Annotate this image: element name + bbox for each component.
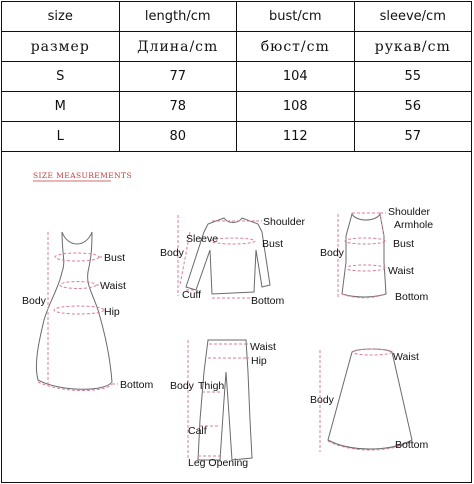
- ru-header-bust: бюст/cm: [237, 32, 355, 62]
- cell-size: M: [2, 92, 120, 122]
- tank-bust-label: Bust: [393, 238, 415, 250]
- cell-bust: 104: [237, 62, 355, 92]
- skirt-body-label: Body: [310, 394, 334, 406]
- cell-size: S: [2, 62, 120, 92]
- cell-sleeve: 55: [354, 62, 472, 92]
- cell-length: 80: [119, 122, 237, 152]
- skirt-waist-line: [352, 349, 392, 355]
- shirt-cuff-label: Cuff: [182, 289, 202, 301]
- dress-waist-line: [60, 282, 96, 289]
- cell-sleeve: 57: [354, 122, 472, 152]
- pants-thigh-label: Thigh: [198, 380, 225, 392]
- tank-waist-label: Waist: [388, 265, 414, 277]
- cell-length: 77: [119, 62, 237, 92]
- cell-sleeve: 56: [354, 92, 472, 122]
- tank-shoulder-label: Shoulder: [388, 206, 431, 218]
- dress-hip-label: Hip: [104, 306, 120, 318]
- shirt-outline: [186, 218, 270, 294]
- dress-body-label: Body: [22, 295, 46, 307]
- shirt-shoulder-label: Shoulder: [263, 216, 306, 228]
- tank-body-label: Body: [320, 247, 344, 259]
- pants-leg-opening-label: Leg Opening: [188, 457, 249, 469]
- header-bust: bust/cm: [237, 2, 355, 32]
- skirt-bottom-label: Bottom: [395, 439, 429, 451]
- ru-header-size: размер: [2, 32, 120, 62]
- dress-bust-label: Bust: [104, 252, 126, 264]
- dress-bust-line: [55, 253, 99, 261]
- pants-illustration: [170, 340, 276, 469]
- diagram-title: SIZE MEASUREMENTS: [33, 171, 132, 180]
- header-size: size: [2, 2, 120, 32]
- shirt-bust-label: Bust: [262, 238, 284, 250]
- ru-header-sleeve: рукав/cm: [354, 32, 472, 62]
- cell-bust: 112: [237, 122, 355, 152]
- pants-body-label: Body: [170, 380, 194, 392]
- dress-outline: [36, 232, 112, 389]
- shirt-sleeve-label: Sleeve: [186, 233, 219, 245]
- tank-bust-line: [345, 238, 385, 244]
- cell-bust: 108: [237, 92, 355, 122]
- skirt-outline: [328, 349, 412, 449]
- shirt-illustration: [160, 215, 306, 307]
- dress-waist-label: Waist: [100, 280, 126, 292]
- shirt-body-label: Body: [160, 247, 184, 259]
- skirt-waist-label: Waist: [393, 351, 419, 363]
- tank-outline: [342, 214, 386, 297]
- skirt-illustration: [310, 349, 429, 452]
- header-sleeve: sleeve/cm: [354, 2, 472, 32]
- dress-bottom-label: Bottom: [120, 379, 154, 391]
- header-length: length/cm: [119, 2, 237, 32]
- pants-waist-label: Waist: [250, 341, 276, 353]
- pants-hip-label: Hip: [251, 355, 267, 367]
- tank-waist-line: [345, 265, 385, 271]
- cell-length: 78: [119, 92, 237, 122]
- dress-illustration: [22, 232, 154, 391]
- pants-calf-label: Calf: [188, 425, 207, 437]
- tank-bottom-label: Bottom: [395, 291, 429, 303]
- shirt-bottom-label: Bottom: [251, 295, 285, 307]
- ru-header-length: Длина/cm: [119, 32, 237, 62]
- cell-size: L: [2, 122, 120, 152]
- tank-armhole-label: Armhole: [394, 219, 434, 231]
- tank-illustration: [320, 206, 433, 303]
